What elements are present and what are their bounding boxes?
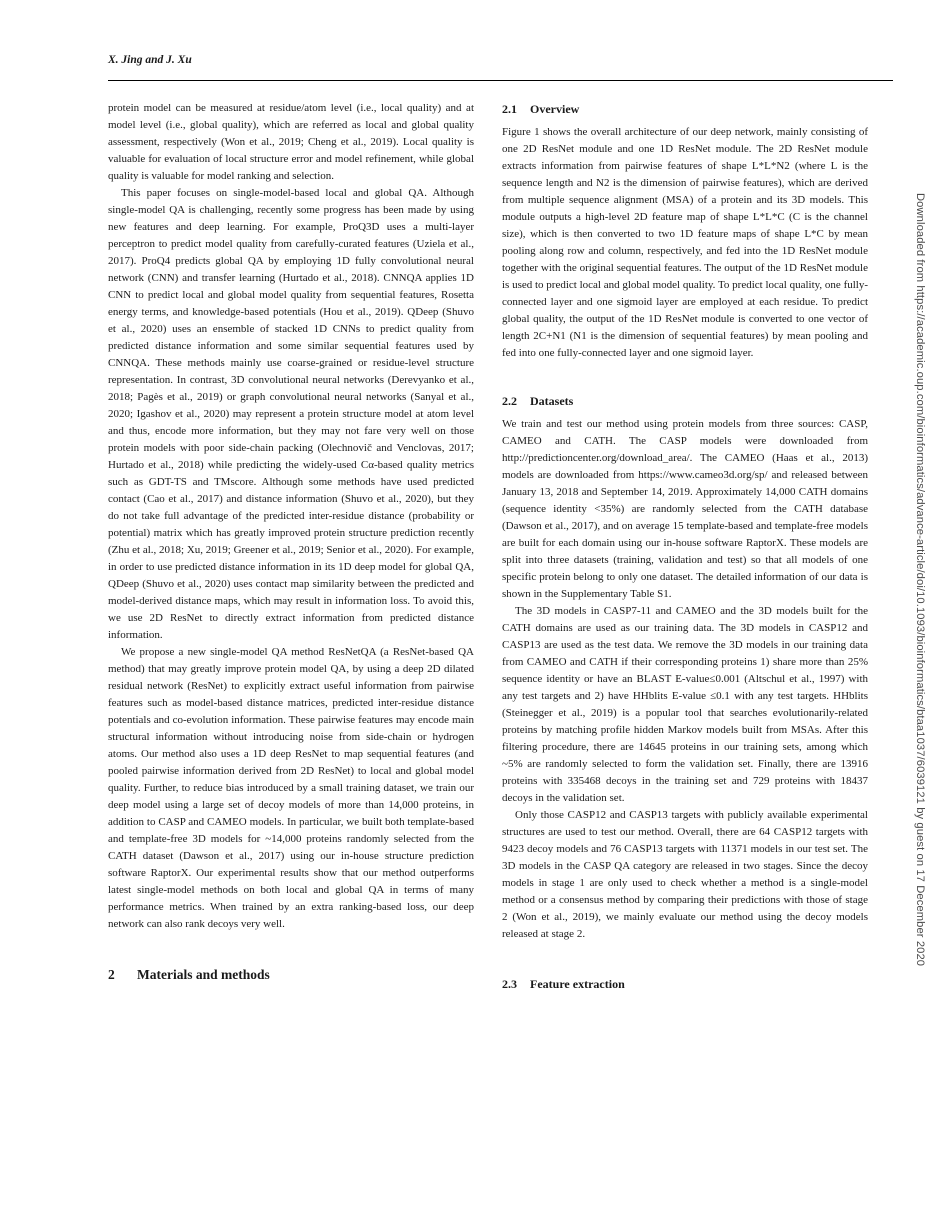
left-paragraph-1: protein model can be measured at residue/atom level (i.e., local quality) and at model level (i.e., global quality), which are referred as local and global quality assessment, respectively (Won et al., 2019; Cheng et al., 2019). Local quality is valuable for evaluation of local structure error and model refinement, while global quality is valuable for model ranking and selection. — [108, 102, 474, 182]
datasets-paragraph-1: We train and test our method using protein models from three sources: CASP, CAMEO and CATH. The CASP models were downloaded from http://predictioncenter.org/download_area/. The CAMEO (Haas et al., 2013) models are downloaded from https://www.cameo3d.org/sp/ and released between January 13, 2018 and September 14, 2019. Approximately 14,000 CATH domains (sequence identity <35%) are randomly selected from the CATH database (Dawson et al., 2017), and on average 15 template-based and template-free models are built for each domain using our in-house software RaptorX. These models are split into three datasets (training, validation and test) so that all models of one specific protein belong to only one dataset. The detailed information of our data is shown in the Supplementary Table S1. — [502, 418, 868, 600]
datasets-paragraph-3: Only those CASP12 and CASP13 targets with publicly available experimental structures are used to test our method. Overall, there are 64 CASP12 targets with 9423 decoy models and 76 CASP13 targets with 11371 models in our test set. The 3D models in the CASP QA category are released in two stages. Since the decoy models in stage 1 are only used to check whether a method is a single-model method or a consensus method by comparing their predictions with those of stage 2 (Won et al., 2019), we mainly evaluate our method using the decoy models released at stage 2. — [502, 809, 868, 940]
left-paragraph-2: This paper focuses on single-model-based local and global QA. Although single-model QA is challenging, recently some progress has been made by using new features and deep learning. For example, ProQ3D uses a multi-layer perceptron to predict model quality from carefully-curated features (Uziela et al., 2017). ProQ4 predicts global QA by employing 1D fully convolutional neural network (CNN) and transfer learning (Hurtado et al., 2018). CNNQA applies 1D CNN to predict local and global model quality from sequential features, Rosetta energy terms, and knowledge-based potentials (Hou et al., 2019). QDeep (Shuvo et al., 2020) uses an ensemble of stacked 1D CNNs to predict quality from predicted distance information and some similar sequential features used by CNNQA. These methods mainly use coarse-grained or residue-level structure representation. In contrast, 3D convolutional neural networks (Derevyanko et al., 2018; Pagès et al., 2019) or graph convolutional neural networks (Sanyal et al., 2020; Igashov et al., 2020) may represent a protein structure model at atom level and thus, encode more information, but they may not fare very well on those protein models with poor side-chain packing (Olechnovič and Venclovas, 2017; Hurtado et al., 2018) while predicting the widely-used Cα-based quality metrics such as GDT-TS and TMscore. Although some methods have used predicted contact (Cao et al., 2017) and distance information (Shuvo et al., 2020), but they do not take full advantage of the predicted inter-residue distance (probability or potential) matrix which has greatly improved protein structure prediction recently (Zhu et al., 2018; Xu, 2019; Greener et al., 2019; Senior et al., 2020). For example, in order to use predicted distance information in its 1D deep model for global QA, QDeep (Shuvo et al., 2020) uses contact map similarity between the predicted and model-derived distance maps, which may result in information loss. To avoid this, we use 2D ResNet to directly extract information from predicted distance information. — [108, 187, 474, 641]
subsection-number: 2.3 — [502, 977, 517, 991]
subsection-title: Datasets — [530, 394, 574, 408]
subsection-heading-feature-extraction — [502, 975, 868, 993]
running-head: X. Jing and J. Xu — [108, 54, 192, 66]
download-notice-sidebar: Downloaded from https://academic.oup.com/bioinformatics/advance-article/doi/10.1093/bioinformatics/btaa1037/6039121 by guest on 17 December 2020 — [914, 193, 926, 967]
subsection-title: Feature extraction — [530, 977, 625, 991]
overview-paragraph: Figure 1 shows the overall architecture of our deep network, mainly consisting of one 2D ResNet module and one 1D ResNet module. The 2D ResNet module extracts information from pairwise features of shape L*L*N2 (where L is the sequence length and N2 is the dimension of pairwise features), which are derived from multiple sequence alignment (MSA) of a protein and its 3D models. This module outputs a high-level 2D feature map of shape L*L*C (C is the channel size), which is then converted to two 1D feature maps of shape L*C by mean pooling along row and column, respectively, and fed into the 1D ResNet module together with the original sequential features. The output of the 1D ResNet module is used to predict local and global model quality. To predict local quality, one fully-connected layer and one sigmoid layer are employed at each residue. To predict global quality, the output of the 1D ResNet module is converted to one vector of length 2C+N1 (N1 is the dimension of sequential features) by mean pooling and fed into one fully-connected layer and one sigmoid layer. — [502, 126, 869, 359]
datasets-paragraph-2: The 3D models in CASP7-11 and CAMEO and the 3D models built for the CATH domains are used as our training data. The 3D models in CASP12 and CASP13 are used as the test data. We remove the 3D models in our training data from CAMEO and CATH if their corresponding proteins 1) share more than 25% sequence identity or have an BLAST E-value≤0.001 (Altschul et al., 1997) with any test targets and 2) have HHblits E-value ≤0.1 with any test targets. HHblits (Steinegger et al., 2019) is a popular tool that searches evolutionarily-related proteins by matching profile hidden Markov models built from MSAs. After this filtering procedure, there are 14645 proteins in our training sets, among which ~5% are randomly selected to form the validation set. Finally, there are 13916 proteins with 335468 decoys in the training set and 729 proteins with 18437 decoys in the validation set. — [502, 605, 868, 804]
subsection-title: Overview — [530, 102, 580, 116]
section-title: Materials and methods — [137, 967, 270, 982]
left-paragraph-3: We propose a new single-model QA method ResNetQA (a ResNet-based QA method) that may greatly improve protein model QA, by using a deep 2D dilated residual network (ResNet) to explicitly extract useful information from pairwise features such as model-based distance matrices, predicted inter-residue distance potentials and co-evolution information. These pairwise features may encode main structural information without introducing noise from side-chain or hydrogen atoms. Our method also uses a 1D deep ResNet to map sequential features (and pooled pairwise information derived from 2D ResNet) to local and global model quality. Further, to reduce bias introduced by a small training dataset, we train our deep model using a large set of decoy models of more than 14,000 proteins, in addition to CASP and CAMEO models. In particular, we built both template-based and template-free 3D models for ~14,000 proteins randomly selected from the CATH dataset (Dawson et al., 2017) using our in-house structure prediction software RaptorX. Our experimental results show that our method outperforms latest single-model methods on both local and global QA in terms of many performance metrics. When trained by an extra ranking-based loss, our deep network can also rank decoys very well. — [108, 646, 474, 930]
section-heading-materials-methods — [108, 965, 474, 985]
subsection-number: 2.2 — [502, 394, 517, 408]
header-rule — [108, 80, 893, 81]
subsection-number: 2.1 — [502, 102, 517, 116]
right-column — [502, 100, 868, 999]
subsection-heading-overview — [502, 100, 868, 118]
left-column — [108, 100, 474, 985]
subsection-heading-datasets — [502, 392, 868, 410]
section-number: 2 — [108, 967, 115, 982]
